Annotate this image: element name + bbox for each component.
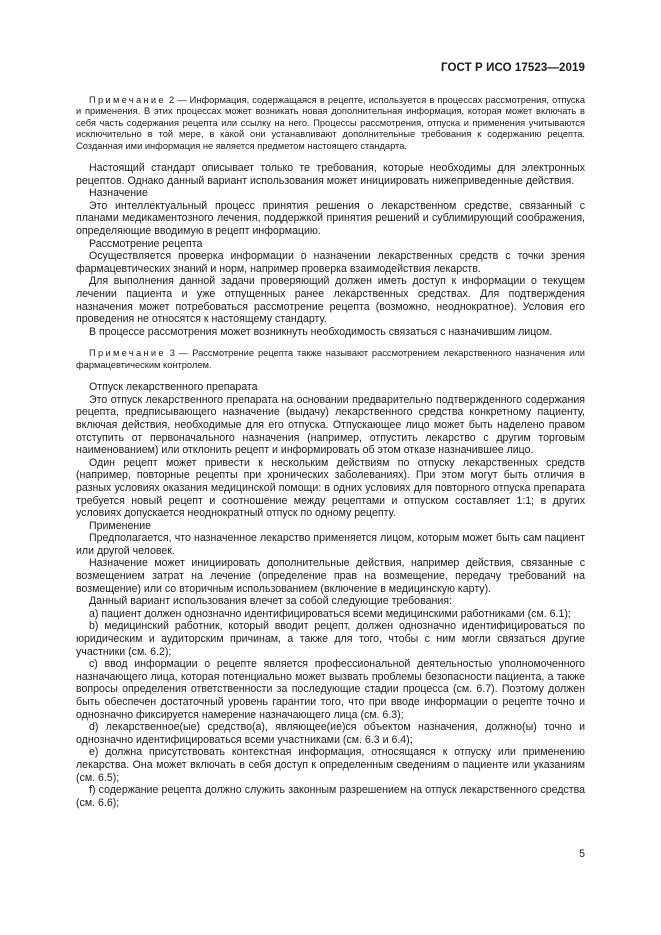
paragraph: Это интеллектуальный процесс принятия решения о лекарственном средстве, связанный с планами медикаментозного лечения, поддержкой принятия решений и сублимирующий соображения, определяющие вводимую в рецепт информацию.	[76, 199, 585, 237]
note-text: 2 — Информация, содержащаяся в рецепте, используется в процессах рассмотрения, отпуска и применения. В этих процессах может возникать новая дополнительная информация, которая может включать в себя часть содержания рецепта или ссылку на него. Процессы рассмотрения, отпуска и применения учитываются исключительно в той мере, в какой они устанавливают дополнительные требования к содержанию рецепта. Созданная ими информация не является предметом настоящего стандарта.	[76, 95, 585, 151]
standard-header: ГОСТ Р ИСО 17523—2019	[440, 62, 585, 74]
list-item: a) пациент должен однозначно идентифицироваться всеми медицинскими работниками (см. 6.1);	[89, 607, 571, 620]
note-3	[76, 348, 585, 371]
note-label: Примечание	[89, 348, 166, 359]
list-item: c) ввод информации о рецепте является профессиональной деятельностью уполномоченного назначающего лица, которая потенциально может вызвать проблемы безопасности пациента, а также вопросы определения ответственности за последующие стадии процесса (см. 6.7). Поэтому должен быть обеспечен достаточный уровень гарантии того, что при вводе информации о рецепте точно и однозначно фиксируется намерение назначающего лица (см. 6.3);	[76, 658, 585, 721]
list-item: e) должна присутствовать контекстная информация, относящаяся к отпуску или применению лекарства. Она может включать в себя доступ к определенным сведениям о пациенте или указаниям (см. 6.5);	[76, 746, 585, 784]
section-heading-dispensing: Отпуск лекарственного препарата	[89, 381, 258, 394]
list-item: b) медицинский работник, который вводит рецепт, должен однозначно идентифицироваться по юридическим и аудиторским причинам, а также для того, чтобы с ним могли связаться другие участники (см. 6.2);	[76, 620, 585, 658]
paragraph: Один рецепт может привести к нескольким действиям по отпуску лекарственных средств (например, повторные рецепты при хронических заболеваниях). При этом могут быть отличия в разных условиях оказания медицинской помощи: в одних условиях для повторного отпуска препарата требуется новый рецепт и соотношение между рецептами и отпуском составляет 1:1; в других условиях допускается неоднократный отпуск по одному рецепту.	[76, 456, 585, 520]
paragraph: Настоящий стандарт описывает только те требования, которые необходимы для электронных рецептов. Однако данный вариант использования может инициировать нижеприведенные действия.	[76, 162, 585, 187]
note-text: 3 — Рассмотрение рецепта также называют рассмотрением лекарственного назначения или фармацевтическим контролем.	[76, 348, 585, 370]
list-item: d) лекарственное(ые) средство(а), являющее(ие)ся объектом назначения, должно(ы) точно и однозначно идентифицироваться всеми участниками (см. 6.3 и 6.4);	[76, 721, 585, 746]
section-heading-review: Рассмотрение рецепта	[89, 237, 203, 250]
paragraph: В процессе рассмотрения может возникнуть необходимость связаться с назначившим лицом.	[89, 325, 553, 338]
paragraph: Для выполнения данной задачи проверяющий должен иметь доступ к информации о текущем лечении пациента и уже отпущенных ранее лекарственных средствах. Для подтверждения назначения может потребоваться рассмотрение рецепта (возможно, неоднократное). Условия его проведения не относятся к настоящему стандарту.	[76, 275, 585, 326]
paragraph: Предполагается, что назначенное лекарство применяется лицом, которым может быть сам пациент или другой человек.	[76, 532, 585, 557]
paragraph: Данный вариант использования влечет за собой следующие требования:	[89, 595, 452, 608]
note-2	[76, 95, 585, 152]
page-number: 5	[579, 848, 585, 860]
paragraph: Осуществляется проверка информации о назначении лекарственных средств с точки зрения фармацевтических знаний и норм, например проверка взаимодействия лекарств.	[76, 250, 585, 275]
note-label: Примечание	[89, 95, 166, 105]
paragraph: Это отпуск лекарственного препарата на основании предварительно подтвержденного содержания рецепта, предписывающего назначение (выдачу) лекарственного средства конкретному пациенту, включая действия, необходимые для его отпуска. Отпускающее лицо может быть наделено правом отступить от первоначального назначения (например, отпустить лекарство с другим торговым наименованием) или отклонить рецепт и информировать об этом отказе назначившее лицо.	[76, 393, 585, 457]
section-heading-administration: Применение	[89, 519, 152, 532]
body-text	[76, 95, 585, 809]
section-heading-prescribing: Назначение	[89, 187, 148, 200]
list-item: f) содержание рецепта должно служить законным разрешением на отпуск лекарственного средства (см. 6.6);	[76, 784, 585, 809]
paragraph: Назначение может инициировать дополнительные действия, например действия, связанные с возмещением затрат на лечение (определение прав на возмещение, передачу требований на возмещение) или со вторичным использованием (включение в медицинскую карту).	[76, 557, 585, 595]
